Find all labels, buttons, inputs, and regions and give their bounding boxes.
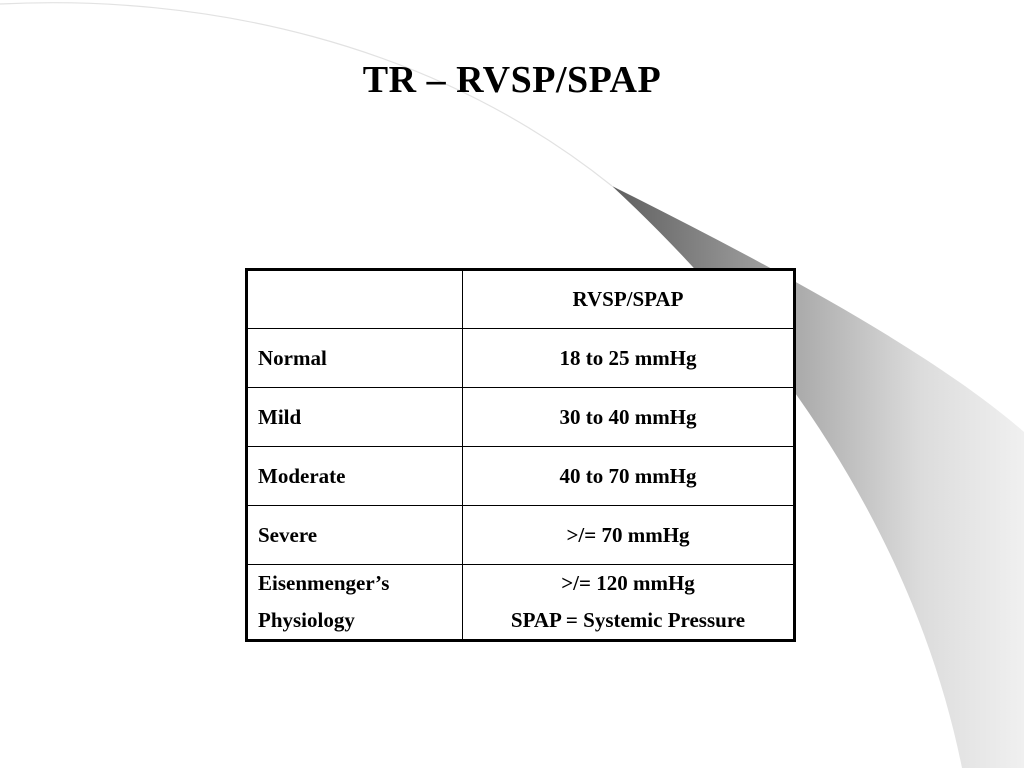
row-label-line-2: Physiology xyxy=(258,608,355,632)
page-title: TR – RVSP/SPAP xyxy=(362,59,662,101)
header-cell-rvsp-spap: RVSP/SPAP xyxy=(463,270,795,329)
row-value: 40 to 70 mmHg xyxy=(463,447,795,506)
row-label-line-1: Eisenmenger’s xyxy=(258,571,390,595)
table-header-row xyxy=(247,270,795,329)
row-value-line-2: SPAP = Systemic Pressure xyxy=(510,608,746,632)
table-row xyxy=(247,506,795,565)
row-label xyxy=(247,565,463,641)
rvsp-table xyxy=(245,268,796,642)
row-label: Normal xyxy=(247,329,463,388)
row-value: 18 to 25 mmHg xyxy=(463,329,795,388)
row-value xyxy=(463,565,795,641)
row-label: Moderate xyxy=(247,447,463,506)
row-value: >/= 70 mmHg xyxy=(463,506,795,565)
row-value: 30 to 40 mmHg xyxy=(463,388,795,447)
row-label: Severe xyxy=(247,506,463,565)
header-cell-empty xyxy=(247,270,463,329)
table-row xyxy=(247,388,795,447)
table-row xyxy=(247,565,795,641)
row-label: Mild xyxy=(247,388,463,447)
table-row xyxy=(247,447,795,506)
table-row xyxy=(247,329,795,388)
row-value-line-1: >/= 120 mmHg xyxy=(561,571,695,595)
